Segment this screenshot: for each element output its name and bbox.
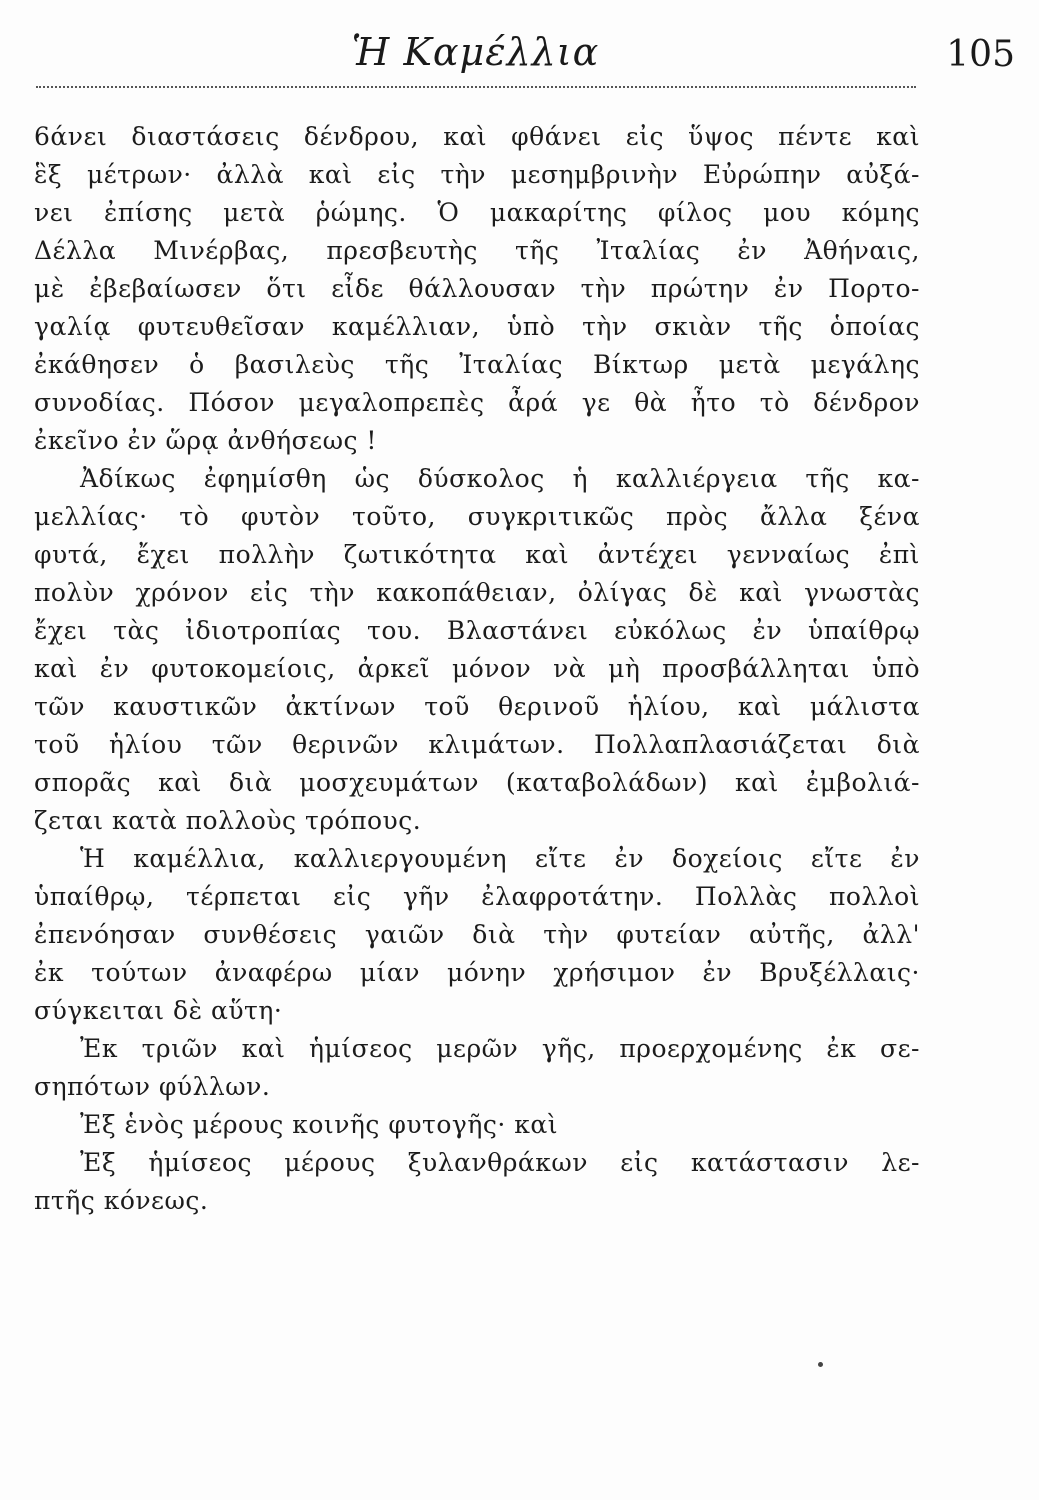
text-line: Ἐξ ἑνὸς μέρους κοινῆς φυτογῆς· καὶ xyxy=(80,1110,559,1139)
text-line: φυτά, ἔχει πολλὴν ζωτικότητα καὶ ἀντέχει γενναίως ἐπὶ xyxy=(34,540,920,569)
text-line: Ἐκ τριῶν καὶ ἡμίσεος μερῶν γῆς, προερχομένης ἐκ σε- xyxy=(80,1034,920,1063)
text-line: Ἐξ ἡμίσεος μέρους ξυλανθράκων εἰς κατάστασιν λε- xyxy=(80,1148,920,1177)
text-line: γαλίᾳ φυτευθεῖσαν καμέλλιαν, ὑπὸ τὴν σκιὰν τῆς ὁποίας xyxy=(34,312,920,341)
text-line: Δέλλα Μινέρβας, πρεσβευτὴς τῆς Ἰταλίας ἐν Ἀθήναις, xyxy=(34,236,920,265)
text-line: σύγκειται δὲ αὕτη· xyxy=(34,996,283,1025)
text-line: ἔχει τὰς ἰδιοτροπίας του. Βλαστάνει εὐκόλως ἐν ὑπαίθρῳ xyxy=(34,616,920,645)
text-line: ἐκεῖνο ἐν ὥρᾳ ἀνθήσεως ! xyxy=(34,426,377,455)
header-rule xyxy=(36,86,916,88)
running-head xyxy=(30,26,1015,86)
text-line: ἐπενόησαν συνθέσεις γαιῶν διὰ τὴν φυτείαν αὐτῆς, ἀλλ' xyxy=(34,920,920,949)
text-line: ἐκάθησεν ὁ βασιλεὺς τῆς Ἰταλίας Βίκτωρ μετὰ μεγάλης xyxy=(34,350,920,379)
text-line: ὑπαίθρῳ, τέρπεται εἰς γῆν ἐλαφροτάτην. Πολλὰς πολλοὶ xyxy=(34,882,920,911)
text-line: νει ἐπίσης μετὰ ῥώμης. Ὁ μακαρίτης φίλος μου κόμης xyxy=(34,198,920,227)
text-line: ζεται κατὰ πολλοὺς τρόπους. xyxy=(34,806,422,835)
page-number: 105 xyxy=(946,34,1015,75)
text-line: πτῆς κόνεως. xyxy=(34,1186,209,1215)
text-line: Ἀδίκως ἐφημίσθη ὡς δύσκολος ἡ καλλιέργεια τῆς κα- xyxy=(80,464,920,493)
text-line: 6άνει διαστάσεις δένδρου, καὶ φθάνει εἰς ὕψος πέντε καὶ xyxy=(34,122,920,151)
body-text xyxy=(34,118,920,1220)
text-line: συνοδίας. Πόσον μεγαλοπρεπὲς ἆρά γε θὰ ἦτο τὸ δένδρον xyxy=(34,388,920,417)
text-line: ἓξ μέτρων· ἀλλὰ καὶ εἰς τὴν μεσημβρινὴν Εὐρώπην αὐξά- xyxy=(34,160,920,189)
text-line: πολὺν χρόνον εἰς τὴν κακοπάθειαν, ὀλίγας δὲ καὶ γνωστὰς xyxy=(34,578,920,607)
running-title: Ἡ Καμέλλια xyxy=(351,30,600,74)
text-line: σπορᾶς καὶ διὰ μοσχευμάτων (καταβολάδων) καὶ ἐμβολιά- xyxy=(34,768,920,797)
text-line: σηπότων φύλλων. xyxy=(34,1072,271,1101)
text-line: καὶ ἐν φυτοκομείοις, ἀρκεῖ μόνον νὰ μὴ προσβάλληται ὑπὸ xyxy=(34,654,920,683)
print-speck xyxy=(818,1362,823,1367)
text-line: μελλίας· τὸ φυτὸν τοῦτο, συγκριτικῶς πρὸς ἄλλα ξένα xyxy=(34,502,920,531)
text-line: μὲ ἐβεβαίωσεν ὅτι εἶδε θάλλουσαν τὴν πρώτην ἐν Πορτο- xyxy=(34,274,920,303)
text-line: ἐκ τούτων ἀναφέρω μίαν μόνην χρήσιμον ἐν Βρυξέλλαις· xyxy=(34,958,920,987)
text-line: τῶν καυστικῶν ἀκτίνων τοῦ θερινοῦ ἡλίου, καὶ μάλιστα xyxy=(34,692,920,721)
text-line: Ἡ καμέλλια, καλλιεργουμένη εἴτε ἐν δοχείοις εἴτε ἐν xyxy=(80,844,920,873)
text-line: τοῦ ἡλίου τῶν θερινῶν κλιμάτων. Πολλαπλασιάζεται διὰ xyxy=(34,730,920,759)
